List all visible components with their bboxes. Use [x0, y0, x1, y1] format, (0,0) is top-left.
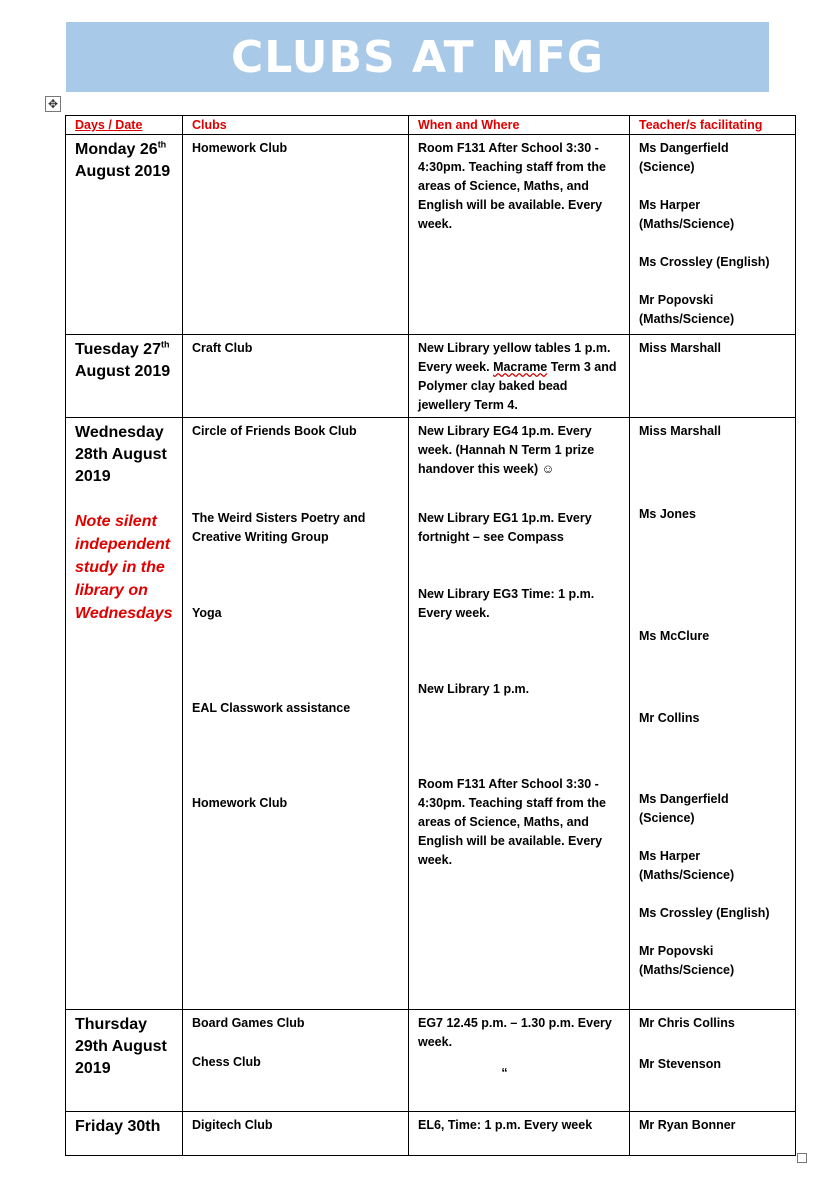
teacher-cell: Ms Dangerfield (Science) Ms Harper (Maths/Science) Ms Crossley (English) Mr Popovski (Maths/Science)	[630, 135, 796, 335]
club-cell: Digitech Club	[183, 1112, 409, 1156]
move-handle-icon[interactable]: ✥	[45, 96, 61, 112]
when-cell: Room F131 After School 3:30 - 4:30pm. Teaching staff from the areas of Science, Maths, and English will be available. Every week.	[409, 135, 630, 335]
header-days: Days / Date	[66, 116, 183, 135]
teacher-cell: Miss Marshall Ms Jones Ms McClure Mr Collins Ms Dangerfield (Science) Ms Harper (Maths/Science) Ms Crossley (English) Mr Popovski (Maths/Science)	[630, 418, 796, 1010]
header-clubs: Clubs	[183, 116, 409, 135]
ditto-mark: “	[501, 1066, 508, 1080]
page-title: CLUBS AT MFG	[231, 31, 604, 83]
table-row	[66, 1010, 796, 1112]
table-row	[66, 1112, 796, 1156]
club-cell: Homework Club	[183, 135, 409, 335]
spellcheck-word[interactable]: Macrame	[493, 360, 548, 374]
when-cell: EL6, Time: 1 p.m. Every week	[409, 1112, 630, 1156]
teacher-cell: Mr Chris Collins Mr Stevenson	[630, 1010, 796, 1112]
day-cell: Monday 26th August 2019	[66, 135, 183, 335]
day-cell: Tuesday 27th August 2019	[66, 335, 183, 418]
teacher-cell: Mr Ryan Bonner	[630, 1112, 796, 1156]
day-cell: Thursday 29th August 2019	[66, 1010, 183, 1112]
table-header-row	[66, 116, 796, 135]
table-row	[66, 418, 796, 1010]
table-row	[66, 335, 796, 418]
resize-handle-icon[interactable]	[797, 1153, 807, 1163]
club-cell: Craft Club	[183, 335, 409, 418]
header-teachers: Teacher/s facilitating	[630, 116, 796, 135]
when-cell: EG7 12.45 p.m. – 1.30 p.m. Every week. “	[409, 1010, 630, 1112]
when-cell: New Library EG4 1p.m. Every week. (Hannah N Term 1 prize handover this week) ☺ New Library EG1 1p.m. Every fortnight – see Compass New Library EG3 Time: 1 p.m. Every week. New Library 1 p.m. Room F131 After School 3:30 - 4:30pm. Teaching staff from the areas of Science, Maths, and English will be available. Every week.	[409, 418, 630, 1010]
club-cell: Circle of Friends Book Club The Weird Sisters Poetry and Creative Writing Group Yoga EAL Classwork assistance Homework Club	[183, 418, 409, 1010]
table-row	[66, 135, 796, 335]
when-cell: New Library yellow tables 1 p.m. Every week. Macrame Term 3 and Polymer clay baked bead jewellery Term 4.	[409, 335, 630, 418]
day-cell: Friday 30th	[66, 1112, 183, 1156]
club-cell: Board Games Club Chess Club	[183, 1010, 409, 1112]
clubs-table	[65, 115, 796, 1156]
header-when: When and Where	[409, 116, 630, 135]
title-banner	[66, 22, 769, 92]
day-cell: Wednesday 28th August 2019 Note silent independent study in the library on Wednesdays	[66, 418, 183, 1010]
note-text: Note silent independent study in the library on Wednesdays	[75, 513, 173, 622]
teacher-cell: Miss Marshall	[630, 335, 796, 418]
